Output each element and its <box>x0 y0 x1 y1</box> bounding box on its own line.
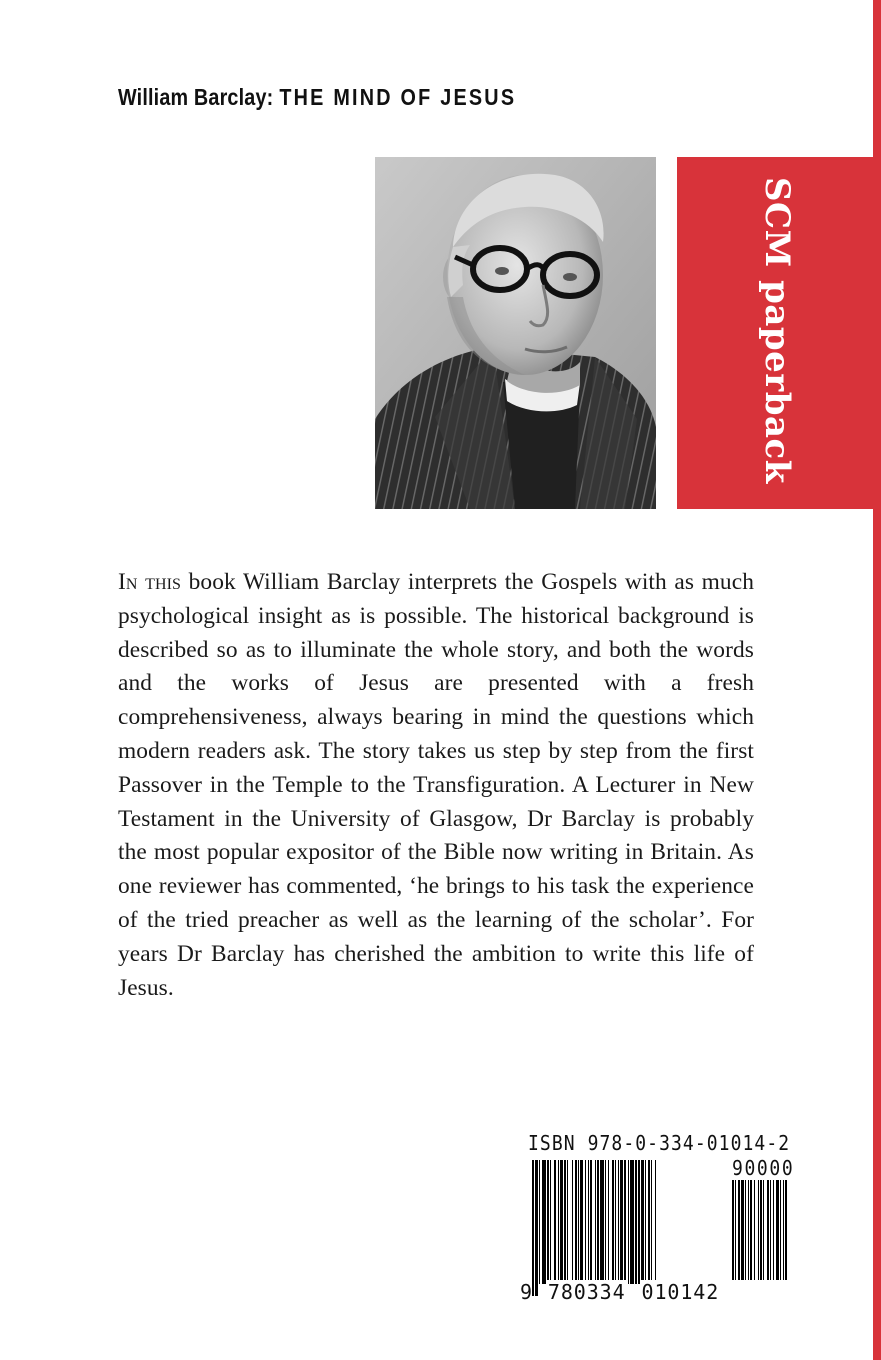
barcode-bar <box>615 1160 616 1284</box>
barcode-bar <box>618 1160 619 1284</box>
barcode-bar <box>572 1160 573 1284</box>
addon-bar <box>773 1180 774 1280</box>
barcode-bar <box>638 1160 640 1284</box>
barcode-bar <box>590 1160 592 1284</box>
barcode-bar <box>630 1160 634 1284</box>
barcode-bar <box>560 1160 563 1284</box>
portrait-illustration <box>375 157 656 509</box>
barcode-bar <box>605 1160 606 1284</box>
barcode-bar <box>580 1160 583 1284</box>
addon-digits: 90000 <box>732 1156 795 1180</box>
barcode-bar <box>612 1160 614 1284</box>
addon-bar <box>758 1180 759 1280</box>
addon-bar <box>754 1180 755 1280</box>
barcode-bar <box>600 1160 604 1284</box>
spine-stripe <box>873 0 881 1360</box>
barcode-bar <box>641 1160 644 1284</box>
barcode-bar <box>608 1160 609 1284</box>
barcode-bar <box>648 1160 650 1284</box>
blurb-lead: In this <box>118 569 182 595</box>
addon-bar <box>780 1180 781 1280</box>
barcode-bar <box>535 1160 538 1296</box>
addon-bar <box>732 1180 734 1280</box>
barcode-bar <box>558 1160 559 1284</box>
blurb-text: book William Barclay interprets the Gospels with as much psychological insight as is possible. The historical background is described so as to illuminate the whole story, and both the words and the works of Jesus are presented with a fresh comprehensiveness, always bearing in mind the questions which modern readers ask. The story takes us step by step from the first Passover in the Temple to the Transfiguration. A Lecturer in New Testament in the University of Glasgow, Dr Barclay is probably the most popular expositor of the Bible now writing in Britain. As one reviewer has commented, ‘he brings to his task the experience of the tried preacher as well as the learning of the scholar’. For years Dr Barclay has cherished the ambition to write this life of Jesus. <box>118 569 754 1001</box>
barcode-bar <box>645 1160 646 1284</box>
series-label: SCM paperback <box>757 177 797 484</box>
barcode-bar <box>628 1160 629 1284</box>
ean-right-group: 010142 <box>641 1280 720 1304</box>
blurb-paragraph <box>118 566 754 1005</box>
barcode-bar <box>655 1160 656 1296</box>
barcode-bar <box>585 1160 586 1284</box>
addon-bar <box>776 1180 779 1280</box>
barcode-bar <box>575 1160 577 1284</box>
addon-bar <box>767 1180 769 1280</box>
barcode-bar <box>547 1160 549 1284</box>
addon-bar <box>745 1180 746 1280</box>
barcode-bar <box>595 1160 596 1296</box>
barcode-bar <box>620 1160 623 1284</box>
addon-bar <box>750 1180 752 1280</box>
addon-bar <box>770 1180 771 1280</box>
author-name: William Barclay: <box>118 84 274 110</box>
barcode-bar <box>539 1160 540 1284</box>
barcode-bar <box>597 1160 599 1296</box>
isbn-barcode <box>520 1128 820 1308</box>
ean-left-group: 780334 <box>547 1280 626 1304</box>
book-title: THE MIND OF JESUS <box>279 84 517 110</box>
author-portrait <box>375 157 656 509</box>
book-header <box>118 84 516 111</box>
barcode-bar <box>564 1160 566 1284</box>
barcode-bar <box>550 1160 551 1284</box>
addon-bar <box>748 1180 749 1280</box>
addon-bar <box>735 1180 736 1280</box>
barcode-bar <box>532 1160 534 1296</box>
barcode-bar <box>635 1160 637 1284</box>
ean-first-digit: 9 <box>520 1280 533 1304</box>
addon-bar <box>785 1180 787 1280</box>
addon-bar <box>783 1180 784 1280</box>
addon-bar <box>738 1180 740 1280</box>
ean-digits <box>520 1280 720 1304</box>
addon-bar <box>741 1180 744 1280</box>
barcode-bar <box>651 1160 652 1284</box>
barcode-bar <box>578 1160 579 1284</box>
isbn-label: ISBN 978-0-334-01014-2 <box>528 1131 791 1155</box>
series-band <box>677 157 873 509</box>
barcode-bar <box>588 1160 589 1284</box>
barcode-bar <box>542 1160 546 1284</box>
addon-bar <box>760 1180 762 1280</box>
barcode-bar <box>554 1160 556 1284</box>
barcode-bar <box>624 1160 626 1284</box>
addon-bar <box>763 1180 764 1280</box>
barcode-bar <box>567 1160 568 1284</box>
